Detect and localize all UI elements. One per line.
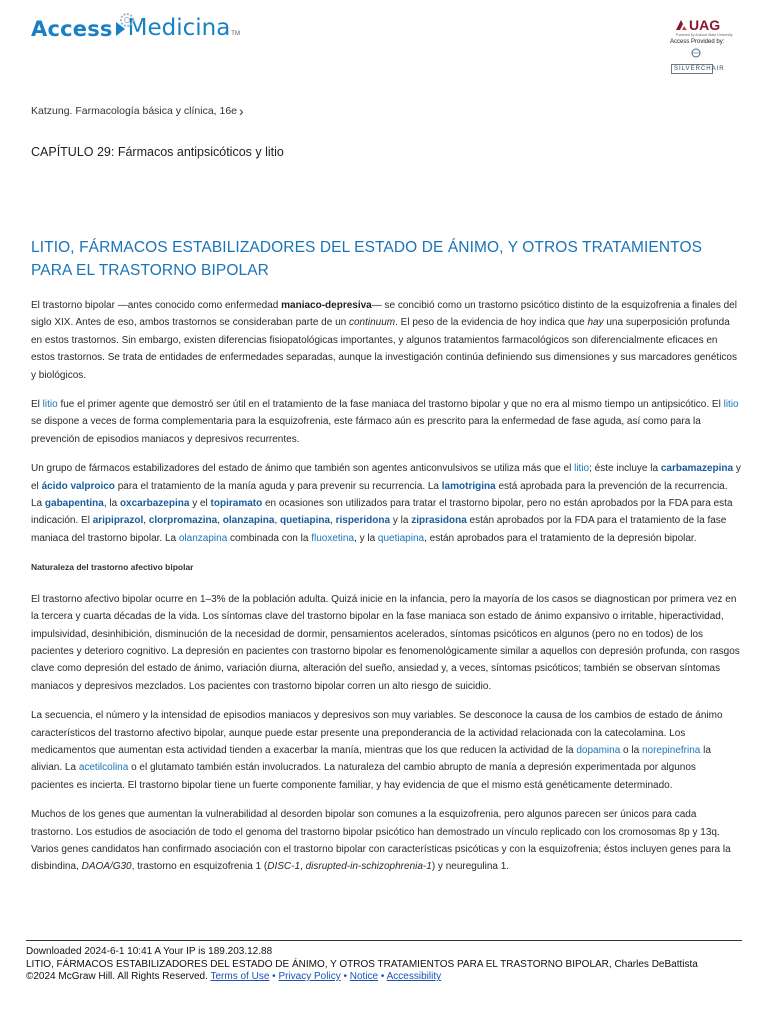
breadcrumb-label[interactable]: Katzung. Farmacología básica y clínica, 16e [31, 105, 238, 117]
italic-term: hay [587, 317, 604, 329]
copyright-text: ©2024 McGraw Hill. All Rights Reserved. [26, 971, 211, 982]
logo-trademark: TM [231, 31, 240, 37]
globe-icon [690, 48, 702, 58]
breadcrumb[interactable] [31, 103, 244, 119]
separator: • [378, 971, 387, 982]
drug-link-bold[interactable]: lamotrigina [441, 480, 496, 492]
drug-link-bold[interactable]: clorpromazina [148, 515, 218, 527]
drug-link[interactable]: litio [42, 399, 58, 411]
drug-link[interactable]: quetiapina [377, 532, 425, 544]
separator: • [269, 971, 279, 982]
section-title: LITIO, FÁRMACOS ESTABILIZADORES DEL ESTADO DE ÁNIMO, Y OTROS TRATAMIENTOS PARA EL TRASTORNO BIPOLAR [31, 239, 703, 279]
uag-subtitle: Powered by Arizona State University [676, 33, 733, 37]
chapter-title: CAPÍTULO 29: Fármacos antipsicóticos y litio [31, 145, 284, 159]
accessibility-link[interactable]: Accessibility [386, 971, 442, 982]
article-body [31, 297, 741, 888]
drug-link[interactable]: litio [574, 463, 590, 475]
italic-term: continuum [348, 317, 396, 329]
paragraph: La secuencia, el número y la intensidad de episodios maniacos y depresivos son muy variables. Se desconoce la causa de los cambios de estado de ánimo característicos del trastorno afectivo bipolar, aunque puede estar presente una preponderancia de la actividad relacionada con la catecolamina. Los medicamentos que aumentan esta actividad tienden a exacerbar la manía, mientras que los que reducen la actividad de la dopamina o la norepinefrina la alivian. La acetilcolina o el glutamato también están involucrados. La naturaleza del cambio abrupto de manía a depresión experimentada por algunos pacientes es incierta. El trastorno bipolar tiene un fuerte componente familiar, y hay evidencia de que el mismo está genéticamente determinado. [31, 710, 723, 791]
citation: LITIO, FÁRMACOS ESTABILIZADORES DEL ESTADO DE ÁNIMO, Y OTROS TRATAMIENTOS PARA EL TRASTORNO BIPOLAR, Charles DeBattista [26, 958, 698, 970]
logo-medicina-text: Medicina [127, 15, 231, 41]
drug-link-bold[interactable]: quetiapina [280, 515, 331, 527]
drug-link[interactable]: fluoxetina [311, 532, 355, 544]
legal-links [26, 971, 742, 984]
italic-term: disrupted-in-schizophrenia-1 [305, 861, 432, 873]
uag-text: UAG [689, 17, 721, 33]
logo-access-text: Access [31, 17, 113, 41]
paragraph: Muchos de los genes que aumentan la vulnerabilidad al desorden bipolar son comunes a la esquizofrenia, pero algunos parecen ser únicos para cada trastorno. Los estudios de asociación de todo el genoma del trastorno bipolar psicótico han demostrado un vínculo replicado con los cromosomas 8p y 13q. Varios genes candidatos han confirmado asociación con el trastorno bipolar con características psicóticas y con la esquizofrenia; éstos incluyen genes para la disbindina, DAOA/G30, trastorno en esquizofrenia 1 (DISC-1, disrupted-in-schizophrenia-1) y neuregulina 1. [31, 809, 731, 873]
drug-link[interactable]: olanzapina [178, 532, 228, 544]
paragraph: El trastorno bipolar —antes conocido como enfermedad maniaco-depresiva— se concibió como un trastorno psicótico distinto de la esquizofrenia a finales del siglo XIX. Antes de eso, ambos trastornos se consideraban parte de un continuum. El peso de la evidencia de hoy indica que hay una superposición profunda en estos trastornos. Sin embargo, existen diferencias fisiopatológicas importantes, y algunos tratamientos farmacológicos son diferencialmente eficaces en estos trastornos. Se trata de entidades de enfermedades separadas, aunque la investigación continúa definiendo sus dimensiones y sus marcadores genéticos y biológicos. [31, 300, 737, 381]
drug-link[interactable]: acetilcolina [78, 762, 129, 774]
paragraph: El trastorno afectivo bipolar ocurre en 1–3% de la población adulta. Quizá inicie en la infancia, pero la mayoría de los casos se diagnostican por primera vez en la tercera y cuarta décadas de la vida. Los síntomas clave del trastorno bipolar en la fase maniaca son estado de ánimo expansivo o irritable, hiperactividad, impulsividad, desinhibición, disminución de la necesidad de dormir, pensamientos acelerados, síntomas psicóticos en algunos (pero no en todos) de los pacientes y deterioro cognitivo. La depresión en pacientes con trastorno bipolar es fenomenológicamente similar a aquellos con depresión profunda, con rasgos clave como depresión del estado de ánimo, variación diurna, alteración del sueño, ansiedad y, a veces, síntomas psicóticos; también se observan síntomas maniacos y depresivos mezclados. Los pacientes con trastorno bipolar corren un alto riesgo de suicidio. [31, 593, 740, 692]
privacy-policy-link[interactable]: Privacy Policy [278, 971, 341, 982]
access-provided-label: Access Provided by: [670, 39, 725, 45]
term-bold: maniaco-depresiva [281, 300, 372, 311]
drug-link[interactable]: norepinefrina [641, 744, 701, 756]
drug-link-bold[interactable]: gabapentina [44, 498, 104, 510]
drug-link-bold[interactable]: ácido valproico [41, 480, 115, 492]
terms-of-use-link[interactable]: Terms of Use [210, 971, 270, 982]
paragraph: Un grupo de fármacos estabilizadores del estado de ánimo que también son agentes anticonvulsivos se utiliza más que el litio; éste incluye la carbamazepina y el ácido valproico para el tratamiento de la manía aguda y para prevenir su recurrencia. La lamotrigina está aprobada para la prevención de la recurrencia. La gabapentina, la oxcarbazepina y el topiramato en ocasiones son utilizados para tratar el trastorno bipolar, pero no están aprobados por la FDA para esta indicación. El aripiprazol, clorpromazina, olanzapina, quetiapina, risperidona y la ziprasidona están aprobados por la FDA para el tratamiento de la fase maniaca del trastorno bipolar. La olanzapina combinada con la fluoxetina, y la quetiapina, están aprobados para el tratamiento de la depresión bipolar. [31, 463, 741, 544]
italic-term: DISC-1 [267, 861, 301, 873]
drug-link-bold[interactable]: olanzapina [222, 515, 275, 527]
drug-link-bold[interactable]: risperidona [335, 515, 391, 527]
drug-link-bold[interactable]: ziprasidona [411, 515, 467, 527]
institution-logos [668, 17, 768, 74]
subsection-heading: Naturaleza del trastorno afectivo bipolar [31, 562, 194, 573]
separator: • [340, 971, 350, 982]
italic-term: DAOA/G30 [81, 861, 132, 873]
gear-icon [116, 9, 138, 31]
page-header [0, 0, 768, 90]
chevron-right-icon: › [239, 103, 244, 119]
drug-link-bold[interactable]: carbamazepina [660, 463, 734, 475]
download-info: Downloaded 2024-6-1 10:41 A Your IP is 189.203.12.88 [26, 946, 273, 957]
drug-link[interactable]: dopamina [576, 744, 621, 756]
drug-link-bold[interactable]: topiramato [210, 498, 263, 510]
paragraph: El litio fue el primer agente que demostró ser útil en el tratamiento de la fase maniaca del trastorno bipolar y que no era al mismo tiempo un antipsicótico. El litio se dispone a veces de forma complementaria para la esquizofrenia, este fármaco aún es prescrito para la enfermedad de fase aguda, así como para la prevención de episodios maniacos y depresivos recurrentes. [31, 399, 739, 445]
notice-link[interactable]: Notice [349, 971, 379, 982]
page-footer [26, 940, 742, 984]
uag-mark-icon [676, 20, 687, 30]
drug-link-bold[interactable]: aripiprazol [92, 515, 144, 527]
drug-link-bold[interactable]: oxcarbazepina [119, 498, 190, 510]
silverchair-logo: SILVERCHAIR [671, 64, 713, 74]
drug-link[interactable]: litio [723, 399, 739, 411]
uag-logo [676, 17, 768, 33]
